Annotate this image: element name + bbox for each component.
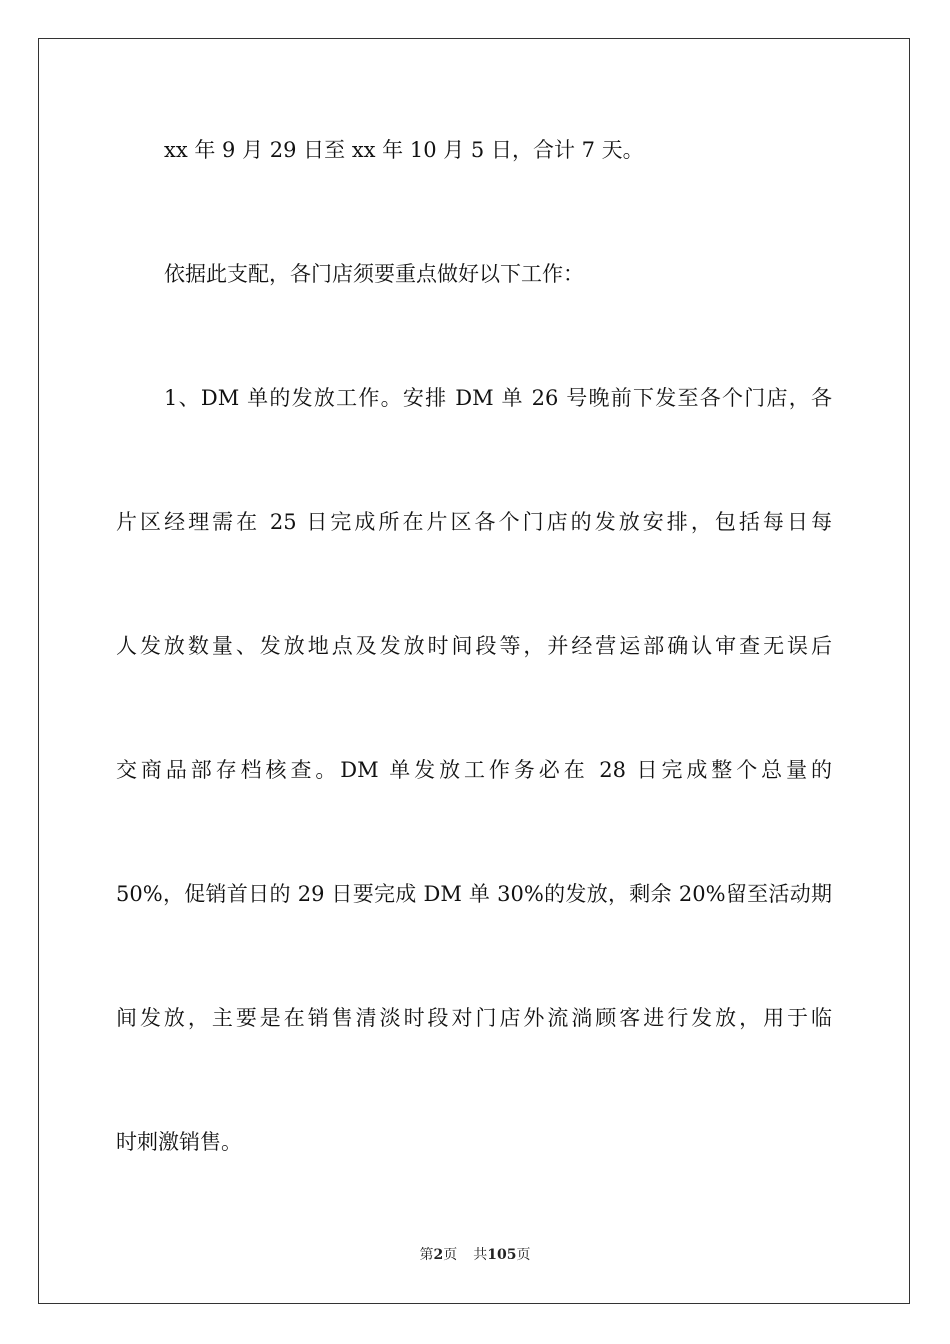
paragraph-line-2: 依据此支配，各门店须要重点做好以下工作： bbox=[164, 262, 584, 286]
paragraph-line-7: 50%，促销首日的 29 日要完成 DM 单 30%的发放，剩余 20%留至活动期 bbox=[116, 882, 832, 906]
footer-prefix: 第 bbox=[419, 1247, 434, 1263]
paragraph-line-1: xx 年 9 月 29 日至 xx 年 10 月 5 日，合计 7 天。 bbox=[164, 138, 644, 162]
footer-page-unit: 页 bbox=[443, 1247, 458, 1263]
paragraph-line-6: 交商品部存档核查。DM 单发放工作务必在 28 日完成整个总量的 bbox=[116, 758, 832, 782]
paragraph-line-4: 片区经理需在 25 日完成所在片区各个门店的发放安排，包括每日每 bbox=[116, 510, 832, 534]
page-footer bbox=[0, 1246, 950, 1264]
paragraph-line-9: 时刺激销售。 bbox=[116, 1130, 242, 1154]
footer-page-number: 2 bbox=[433, 1247, 444, 1263]
footer-total-pages: 105 bbox=[487, 1247, 517, 1263]
paragraph-line-5: 人发放数量、发放地点及发放时间段等，并经营运部确认审查无误后 bbox=[116, 634, 832, 658]
paragraph-line-8: 间发放，主要是在销售清淡时段对门店外流淌顾客进行发放，用于临 bbox=[116, 1006, 832, 1030]
paragraph-line-3: 1、DM 单的发放工作。安排 DM 单 26 号晚前下发至各个门店，各 bbox=[164, 386, 832, 410]
footer-total-prefix: 共 bbox=[473, 1247, 488, 1263]
footer-total-unit: 页 bbox=[516, 1247, 531, 1263]
page-frame bbox=[38, 38, 910, 1304]
